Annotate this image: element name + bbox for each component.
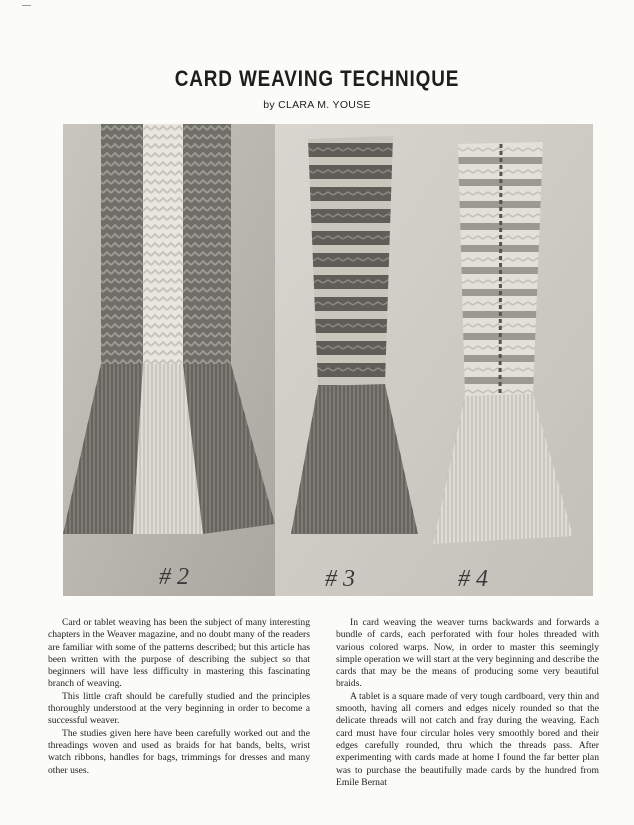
article-byline: by CLARA M. YOUSE (263, 99, 371, 111)
article-title: CARD WEAVING TECHNIQUE (174, 66, 460, 91)
article-column-left (48, 617, 310, 777)
article-column-right (336, 617, 599, 789)
paragraph: A tablet is a square made of very tough cardboard, very thin and smooth, having all corners and edges nicely rounded so that the delicate threads will not catch and fray during the weaving. Each card must have four circular holes very smoothly bored and their edges carefully rounded, thru which the threads pass. After experimenting with cards made at home I found the far better plan was to purchase the beautifully made cards by the hundred from Emile Bernat (336, 690, 599, 788)
paragraph: Card or tablet weaving has been the subject of many interesting chapters in the Weaver magazine, and no doubt many of the readers are familiar with some of the patterns described; but this article has been written with the purpose of describing the subject so that beginners will have less difficulty in mastering this fascinating branch of weaving. (48, 617, 310, 690)
photo-label-3: # 3 (325, 566, 355, 592)
paragraph: In card weaving the weaver turns backwards and forwards a bundle of cards, each perforated with four holes threaded with various colored warps. Now, in order to master this seemingly simple operation we will start at the very beginning and describe the cards that may be the means of producing some very beautiful braids. (336, 617, 599, 690)
photo-label-2: # 2 (159, 564, 189, 590)
paragraph: The studies given here have been carefully worked out and the threadings woven and used as braids for hat bands, belts, wrist watch ribbons, handles for bags, trimmings for dresses and many other uses. (48, 727, 310, 776)
paragraph: This little craft should be carefully studied and the principles thoroughly understood at the very beginning in order to become a successful weaver. (48, 690, 310, 727)
photo-label-4: # 4 (458, 566, 488, 592)
photo-illustration (63, 124, 593, 596)
woven-bands-photo (63, 124, 593, 596)
corner-mark (22, 5, 31, 6)
